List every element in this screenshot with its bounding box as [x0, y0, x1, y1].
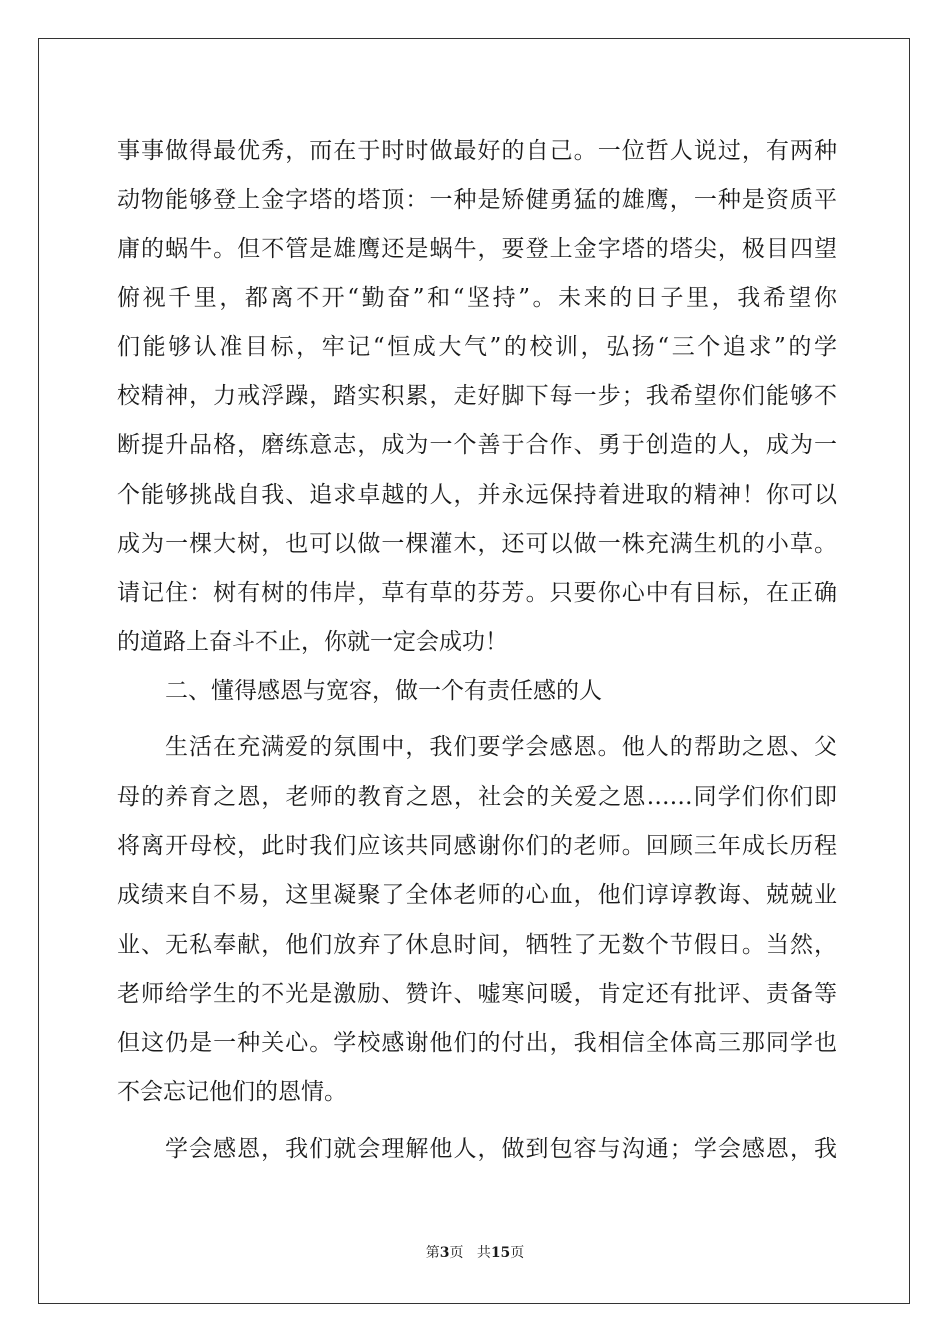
- text-line: 的道路上奋斗不止，你就一定会成功！: [117, 629, 508, 655]
- text-line: 母的养育之恩，老师的教育之恩，社会的关爱之恩……同学们你们即: [117, 784, 837, 810]
- text-line: 将离开母校，此时我们应该共同感谢你们的老师。回顾三年成长历程: [117, 833, 837, 859]
- text-line: 但这仍是一种关心。学校感谢他们的付出，我相信全体高三那同学也: [117, 1030, 837, 1056]
- total-pages: 15: [490, 1245, 511, 1261]
- text-line: 事事做得最优秀，而在于时时做最好的自己。一位哲人说过，有两种: [117, 138, 837, 164]
- text-line: 动物能够登上金字塔的塔顶：一种是矫健勇猛的雄鹰，一种是资质平: [117, 187, 837, 213]
- text-line: 学会感恩，我们就会理解他人，做到包容与沟通；学会感恩，我: [165, 1136, 837, 1162]
- page-number: 3: [439, 1245, 450, 1261]
- text-line: 成绩来自不易，这里凝聚了全体老师的心血，他们谆谆教诲、兢兢业: [117, 882, 837, 908]
- text-line: 生活在充满爱的氛围中，我们要学会感恩。他人的帮助之恩、父: [165, 734, 837, 760]
- section-heading: 二、懂得感恩与宽容，做一个有责任感的人: [165, 678, 602, 704]
- page-footer: [0, 1244, 950, 1262]
- text-line: 断提升品格，磨练意志，成为一个善于合作、勇于创造的人，成为一: [117, 432, 837, 458]
- text-line: 不会忘记他们的恩情。: [117, 1079, 347, 1105]
- page-frame: [38, 38, 910, 1304]
- page-suffix: 页: [449, 1245, 464, 1261]
- text-line: 业、无私奉献，他们放弃了休息时间，牺牲了无数个节假日。当然，: [117, 932, 837, 958]
- text-line: 成为一棵大树，也可以做一棵灌木，还可以做一株充满生机的小草。: [117, 531, 837, 557]
- text-line: 庸的蜗牛。但不管是雄鹰还是蜗牛，要登上金字塔的塔尖，极目四望: [117, 236, 837, 262]
- text-line: 请记住：树有树的伟岸，草有草的芬芳。只要你心中有目标，在正确: [117, 580, 837, 606]
- total-prefix: 共: [476, 1245, 491, 1261]
- text-line: 老师给学生的不光是激励、赞许、嘘寒问暖，肯定还有批评、责备等: [117, 981, 837, 1007]
- page-prefix: 第: [425, 1245, 440, 1261]
- text-line: 们能够认准目标，牢记“恒成大气”的校训，弘扬“三个追求”的学: [117, 334, 837, 360]
- total-suffix: 页: [510, 1245, 525, 1261]
- text-line: 校精神，力戒浮躁，踏实积累，走好脚下每一步；我希望你们能够不: [117, 383, 837, 409]
- text-line: 个能够挑战自我、追求卓越的人，并永远保持着进取的精神！你可以: [117, 482, 837, 508]
- text-line: 俯视千里，都离不开“勤奋”和“坚持”。未来的日子里，我希望你: [117, 285, 837, 311]
